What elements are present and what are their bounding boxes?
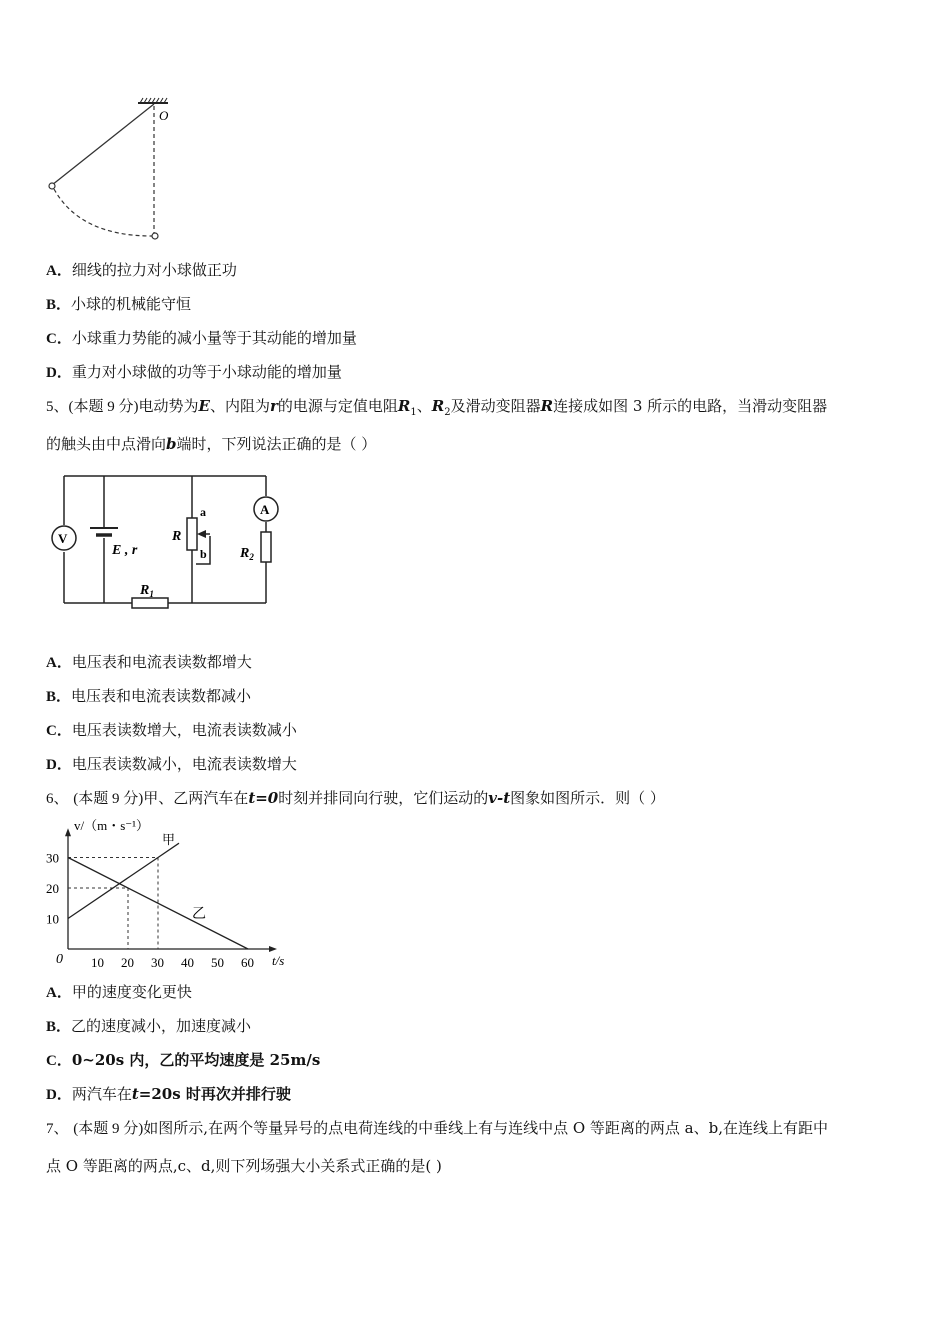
y-tick-label: 30 bbox=[46, 850, 59, 866]
var-E: E bbox=[198, 397, 210, 415]
option-key: B． bbox=[46, 297, 72, 313]
option-text: 电压表读数减小，电流表读数增大 bbox=[71, 755, 297, 773]
q6-option-b[interactable] bbox=[46, 1016, 251, 1037]
q6-stem bbox=[46, 788, 665, 809]
option-text: 0~20s 内，乙的平均速度是 25m/s bbox=[71, 1051, 321, 1069]
option-key: D． bbox=[46, 757, 72, 773]
option-text: 两汽车在 bbox=[71, 1085, 132, 1103]
q5-option-b[interactable] bbox=[46, 686, 251, 707]
swing-arc bbox=[54, 189, 152, 236]
rheostat-label: R bbox=[172, 529, 182, 544]
ammeter-label: A bbox=[260, 502, 270, 517]
var-R1-sub: 1 bbox=[410, 407, 417, 418]
option-text: 小球重力势能的减小量等于其动能的增加量 bbox=[71, 329, 357, 347]
question-score: (本题 9 分) bbox=[68, 399, 139, 415]
q4-option-d[interactable] bbox=[46, 362, 342, 383]
option-text: 电压表和电流表读数都增大 bbox=[71, 653, 252, 671]
vt-chart bbox=[42, 812, 302, 972]
y-axis-label: v/（m・s⁻¹） bbox=[74, 818, 150, 833]
stem-text: 图象如图所示．则（ ） bbox=[510, 789, 665, 807]
battery-label: E , r bbox=[112, 543, 138, 558]
question-score: (本题 9 分) bbox=[73, 791, 144, 807]
circuit-diagram bbox=[44, 470, 284, 616]
var-t0: t=0 bbox=[248, 789, 279, 807]
var-R2: R bbox=[431, 397, 445, 415]
stem-text: 连接成如图 3 所示的电路，当滑动变阻器 bbox=[553, 397, 828, 415]
x-tick-label: 40 bbox=[181, 955, 194, 970]
q5-option-a[interactable] bbox=[46, 652, 252, 673]
x-axis-label: t/s bbox=[272, 953, 285, 968]
stem-text: 点 O 等距离的两点,c、d,则下列场强大小关系式正确的是( ) bbox=[46, 1157, 442, 1175]
option-text: 电压表读数增大，电流表读数减小 bbox=[71, 721, 297, 739]
option-key: C． bbox=[46, 331, 72, 347]
ball-bottom bbox=[152, 233, 158, 239]
q4-option-b[interactable] bbox=[46, 294, 191, 315]
series-line-jia bbox=[68, 843, 179, 918]
rheostat-body bbox=[187, 518, 197, 550]
q6-option-d[interactable] bbox=[46, 1084, 291, 1105]
r2-label: $R_2$ bbox=[240, 546, 254, 562]
stem-text: 如图所示,在两个等量异号的点电荷连线的中垂线上有与连线中点 O 等距离的两点 a、b,在连线上有距中 bbox=[143, 1119, 828, 1137]
option-key: A． bbox=[46, 263, 72, 279]
option-key: D． bbox=[46, 365, 72, 381]
ball-start bbox=[49, 183, 55, 189]
q7-stem-line2 bbox=[46, 1156, 442, 1176]
stem-text: 及滑动变阻器 bbox=[450, 397, 541, 415]
stem-text: 的触头由中点滑向 bbox=[46, 435, 167, 453]
stem-text: 电动势为 bbox=[138, 397, 199, 415]
x-tick-label: 10 bbox=[91, 955, 104, 970]
option-text: =20s 时再次并排行驶 bbox=[138, 1085, 291, 1103]
option-text: 甲的速度变化更快 bbox=[71, 983, 192, 1001]
var-R1: R bbox=[397, 397, 411, 415]
terminal-a-label: a bbox=[200, 505, 206, 519]
option-key: D． bbox=[46, 1087, 72, 1103]
q7-stem-line1 bbox=[46, 1118, 828, 1139]
q4-option-c[interactable] bbox=[46, 328, 357, 349]
question-score: (本题 9 分) bbox=[73, 1121, 144, 1137]
var-vt: v-t bbox=[488, 789, 511, 807]
x-tick-label: 30 bbox=[151, 955, 164, 970]
x-axis-arrow bbox=[269, 946, 277, 952]
option-text: 重力对小球做的功等于小球动能的增加量 bbox=[71, 363, 342, 381]
string-line bbox=[52, 104, 154, 185]
q5-stem-line2 bbox=[46, 434, 376, 454]
stem-text: 、 bbox=[416, 397, 432, 415]
voltmeter-label: V bbox=[58, 531, 68, 546]
x-tick-label: 60 bbox=[241, 955, 254, 970]
var-R2-sub: 2 bbox=[444, 407, 451, 418]
q5-stem-line1 bbox=[46, 396, 827, 423]
option-key: A． bbox=[46, 655, 72, 671]
var-t: t bbox=[131, 1085, 139, 1103]
series-label-jia: 甲 bbox=[162, 832, 176, 847]
q6-option-c[interactable] bbox=[46, 1050, 320, 1071]
origin-label: 0 bbox=[56, 952, 63, 967]
var-r: r bbox=[269, 397, 278, 415]
r1-label: $R_1$ bbox=[140, 583, 154, 599]
option-text: 细线的拉力对小球做正功 bbox=[71, 261, 237, 279]
stem-text: 甲、乙两汽车在 bbox=[143, 789, 249, 807]
option-text: 小球的机械能守恒 bbox=[71, 295, 192, 313]
stem-text: 时刻并排同向行驶，它们运动的 bbox=[278, 789, 489, 807]
pendulum-figure bbox=[40, 96, 190, 246]
option-key: B． bbox=[46, 1019, 72, 1035]
q5-option-d[interactable] bbox=[46, 754, 297, 775]
option-text: 电压表和电流表读数都减小 bbox=[71, 687, 252, 705]
resistor-r1 bbox=[132, 598, 168, 608]
question-number: 5、 bbox=[46, 399, 69, 415]
pivot-label: O bbox=[159, 108, 169, 123]
resistor-r2 bbox=[261, 532, 271, 562]
q4-option-a[interactable] bbox=[46, 260, 237, 281]
question-number: 7、 bbox=[46, 1121, 69, 1137]
stem-text: 、内阻为 bbox=[209, 397, 270, 415]
q5-option-c[interactable] bbox=[46, 720, 297, 741]
stem-text: 端时，下列说法正确的是（ ） bbox=[176, 435, 377, 453]
y-tick-label: 10 bbox=[46, 911, 59, 927]
x-tick-label: 50 bbox=[211, 955, 224, 970]
x-tick-label: 20 bbox=[121, 955, 134, 970]
terminal-b-label: b bbox=[200, 547, 207, 561]
stem-text: 的电源与定值电阻 bbox=[277, 397, 398, 415]
slider-arrow bbox=[197, 530, 206, 538]
series-label-yi: 乙 bbox=[192, 907, 206, 922]
option-key: A． bbox=[46, 985, 72, 1001]
var-R: R bbox=[540, 397, 554, 415]
y-axis-arrow bbox=[65, 828, 71, 836]
option-text: 乙的速度减小，加速度减小 bbox=[71, 1017, 252, 1035]
option-key: B． bbox=[46, 689, 72, 705]
q6-option-a[interactable] bbox=[46, 982, 192, 1003]
y-tick-label: 20 bbox=[46, 881, 59, 896]
option-key: C． bbox=[46, 723, 72, 739]
option-key: C． bbox=[46, 1053, 72, 1069]
question-number: 6、 bbox=[46, 791, 69, 807]
var-b: b bbox=[166, 435, 177, 453]
